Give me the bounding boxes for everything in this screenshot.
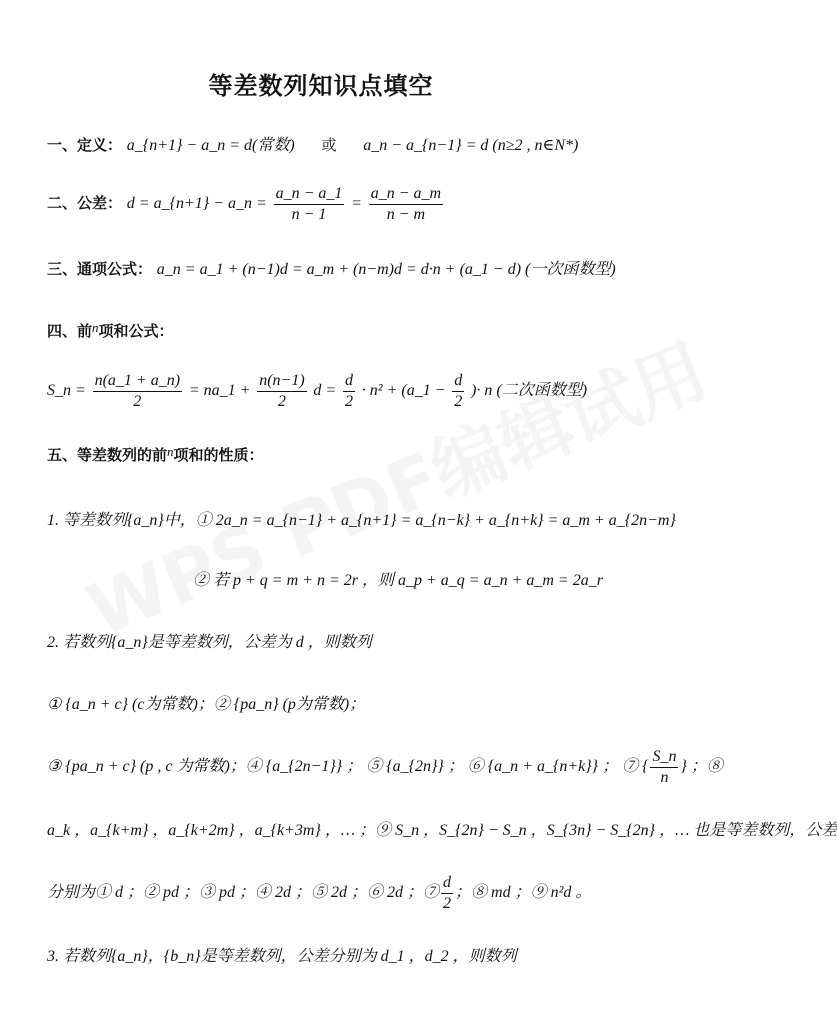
difference-fraction-2: $\frac{a\_n - a\_m}{n - m}$	[370, 185, 442, 223]
general-term-line	[47, 256, 616, 279]
sum-formula-line: S_n = $\frac{n(a\_1 + a\_n)}{2}$ = na_1 + $\frac{n(n-1)}{2}$ d = $\frac{d}{2}$ · n² + (a_1 − $\frac{d}{2}$ )· n (二次函数型)	[47, 372, 588, 410]
definition-formula-1: a_{n+1} − a_n = d(常数)	[126, 137, 295, 154]
general-term-formula: a_n = a_1 + (n−1)d = a_m + (n−m)d = d·n + (a_1 − d) (一次函数型)	[156, 261, 616, 278]
definition-or: 或	[321, 136, 337, 154]
watermark	[70, 313, 720, 656]
definition-formula-2: a_n − a_{n−1} = d (n≥2 , n∈N*)	[363, 137, 579, 154]
item-2d-line: 分别为① d ；② pd ；③ pd ；④ 2d ；⑤ 2d ；⑥ 2d ；⑦ $\frac{d}{2}$ ；⑧ md ；⑨ n²d 。	[47, 874, 592, 912]
item-2a-line: ① {a_n + c} (c为常数)；② {pa_n} (p为常数)；	[47, 696, 366, 713]
item-1-line: 1. 等差数列{a_n}中，① 2a_n = a_{n−1} + a_{n+1} = a_{n−k} + a_{n+k} = a_m + a_{2n−m}	[47, 512, 676, 529]
general-term-heading: 三、通项公式：	[47, 260, 153, 278]
sn-over-n-fraction: $\frac{S\_n}{n}$	[652, 748, 677, 786]
common-difference-lhs: d = a_{n+1} − a_n =	[126, 195, 267, 213]
item-1b-line: ② 若 p + q = m + n = 2r ，则 a_p + a_q = a_n + a_m = 2a_r	[193, 572, 603, 589]
difference-fraction-1: $\frac{a\_n - a\_1}{n - 1}$	[275, 185, 343, 223]
item-2b-line: ③ {pa_n + c} (p , c 为常数)；④ {a_{2n−1}} ； ⑤ {a_{2n}} ； ⑥ {a_n + a_{n+k}} ； ⑦ { $\frac{S\_n}{n}$ } ；⑧	[47, 748, 723, 786]
sum-heading-line: 四、前n项和公式：	[47, 320, 174, 340]
sum-fraction-2: $\frac{n(n-1)}{2}$	[259, 372, 305, 410]
definition-line	[47, 132, 578, 155]
page-title: 等差数列知识点填空	[208, 72, 434, 100]
d-over-2-fraction: $\frac{d}{2}$	[443, 874, 452, 912]
sum-fraction-4: $\frac{d}{2}$	[454, 372, 463, 410]
sum-fraction-1: $\frac{n(a\_1 + a\_n)}{2}$	[94, 372, 181, 410]
item-2-line: 2. 若数列{a_n}是等差数列，公差为 d ，则数列	[47, 634, 372, 651]
definition-heading: 一、定义：	[47, 136, 123, 154]
item-3-line: 3. 若数列{a_n}，{b_n}是等差数列，公差分别为 d_1 ，d_2 ，则数列	[47, 948, 517, 965]
common-difference-line: 二、公差： d = a_{n+1} − a_n = $\frac{a\_n - a\_1}{n - 1}$ = $\frac{a\_n - a\_m}{n - m}$	[47, 185, 442, 223]
item-2c-line: a_k ，a_{k+m} ，a_{k+2m} ，a_{k+3m} ，… ；⑨ S_n ，S_{2n} − S_n ，S_{3n} − S_{2n} ，… 也是等差数列，公差	[47, 822, 837, 839]
property-heading-line: 五、等差数列的前n项和的性质：	[47, 444, 264, 464]
sum-fraction-3: $\frac{d}{2}$	[345, 372, 353, 410]
common-difference-heading: 二、公差：	[47, 194, 123, 213]
